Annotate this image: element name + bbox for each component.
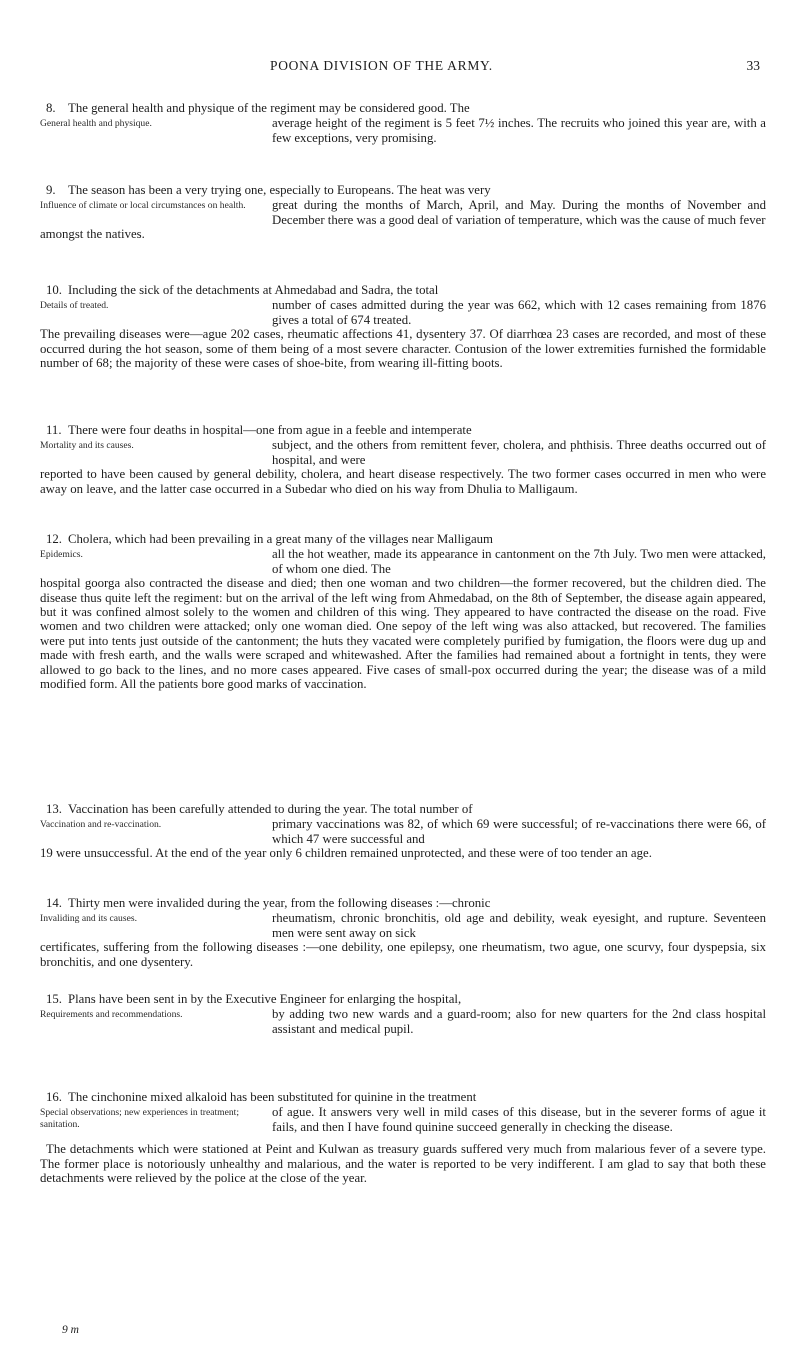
section-side-text: of ague. It answers very well in mild cases of this disease, but in the severer forms of ague it fails, and then I have found quinine succeed generally in checking the disease.	[272, 1105, 766, 1134]
margin-note: Invaliding and its causes.	[40, 913, 137, 925]
section-first-line: The cinchonine mixed alkaloid has been substituted for quinine in the treatment	[68, 1090, 477, 1104]
page-number: 33	[746, 58, 760, 73]
section-16-special-observations	[40, 1090, 766, 1185]
section-8-general-health	[40, 101, 766, 145]
section-11-mortality	[40, 423, 766, 496]
section-side-text: great during the months of March, April, and May. During the months of November and December there was a good deal of variation of temperature, which was the cause of much fever	[272, 198, 766, 227]
section-14-invaliding	[40, 896, 766, 969]
section-continuation: The prevailing diseases were—ague 202 cases, rheumatic affections 41, dysentery 37. Of diarrhœa 23 cases are recorded, and most of these occurred during the hot season, some of them being of a most severe character. Contusion of the lower extremities furnished the formidable number of 68; the majority of these were cases of shoe-bite, from wearing ill-fitting boots.	[40, 327, 766, 371]
section-side-text: subject, and the others from remittent fever, cholera, and phthisis. Three deaths occurred out of hospital, and were	[272, 438, 766, 467]
section-first-line: The season has been a very trying one, especially to Europeans. The heat was very	[68, 183, 491, 197]
section-continuation: The detachments which were stationed at Peint and Kulwan as treasury guards suffered very much from malarious fever of a severe type. The former place is notoriously unhealthy and malarious, and the water is reported to be very indifferent. I am glad to say that both these detachments were relieved by the police at the close of the year.	[40, 1142, 766, 1186]
margin-note: General health and physique.	[40, 118, 152, 130]
section-first-line: Cholera, which had been prevailing in a great many of the villages near Malligaum	[68, 532, 493, 546]
section-first-line: The general health and physique of the regiment may be considered good. The	[68, 101, 470, 115]
section-first-line: Including the sick of the detachments at Ahmedabad and Sadra, the total	[68, 283, 439, 297]
section-side-text: number of cases admitted during the year was 662, which with 12 cases remaining from 1876 gives a total of 674 treated.	[272, 298, 766, 327]
section-number: 12.	[46, 532, 62, 546]
section-continuation: reported to have been caused by general debility, cholera, and heart disease respectively. The two former cases occurred in men who were away on leave, and the latter case occurred in a Subedar who died on his way from Dhulia to Malligaum.	[40, 467, 766, 496]
section-continuation: hospital goorga also contracted the disease and died; then one woman and two children—the former recovered, but the children died. The disease thus quite left the regiment: but on the arrival of the left wing from Ahmedabad, on the 8th of September, the disease again appeared, but it was confined almost solely to the women and children of this wing. They appeared to have contracted the disease on the road. Five women and two children were attacked; only one woman died. One sepoy of the left wing was also attacked, but recovered. The families were put into tents just outside of the cantonment; the huts they vacated were completely purified by fumigation, the floors were dug up and made with fresh earth, and the walls were scraped and whitewashed. After the families had remained about a fortnight in tents, they were allowed to go back to the lines, and no more cases appeared. Five cases of small-pox occurred during the year; the disease was of a mild modified form. All the patients bore good marks of vaccination.	[40, 576, 766, 692]
section-first-line: There were four deaths in hospital—one from ague in a feeble and intemperate	[68, 423, 472, 437]
section-number: 10.	[46, 283, 62, 297]
section-number: 11.	[46, 423, 62, 437]
section-number: 16.	[46, 1090, 62, 1104]
section-side-text: primary vaccinations was 82, of which 69 were successful; of re-vaccinations there were 66, of which 47 were successful and	[272, 817, 766, 846]
section-9-climate-influence	[40, 183, 766, 242]
section-number: 9.	[46, 183, 56, 197]
section-side-text: rheumatism, chronic bronchitis, old age and debility, weak eyesight, and rupture. Seventeen men were sent away on sick	[272, 911, 766, 940]
page-header	[270, 58, 760, 78]
section-number: 13.	[46, 802, 62, 816]
section-number: 8.	[46, 101, 56, 115]
signature-mark: 9 m	[62, 1324, 79, 1336]
margin-note: Mortality and its causes.	[40, 440, 134, 452]
running-head: POONA DIVISION OF THE ARMY.	[270, 58, 493, 73]
margin-note: Vaccination and re-vaccination.	[40, 819, 162, 831]
margin-note: Epidemics.	[40, 549, 83, 561]
section-first-line: Plans have been sent in by the Executive Engineer for enlarging the hospital,	[68, 992, 462, 1006]
section-10-details-treated	[40, 283, 766, 370]
section-15-requirements	[40, 992, 766, 1036]
section-side-text: average height of the regiment is 5 feet 7½ inches. The recruits who joined this year are, with a few exceptions, very promising.	[272, 116, 766, 145]
section-13-vaccination	[40, 802, 766, 861]
section-number: 14.	[46, 896, 62, 910]
section-continuation: amongst the natives.	[40, 227, 145, 242]
section-first-line: Thirty men were invalided during the year, from the following diseases :—chronic	[68, 896, 491, 910]
section-12-epidemics	[40, 532, 766, 691]
margin-note: Special observations; new experiences in treatment; sanitation.	[40, 1107, 240, 1130]
margin-note: Requirements and recommendations.	[40, 1009, 183, 1021]
margin-note: Influence of climate or local circumstances on health.	[40, 200, 246, 212]
section-first-line: Vaccination has been carefully attended to during the year. The total number of	[68, 802, 473, 816]
section-continuation: 19 were unsuccessful. At the end of the year only 6 children remained unprotected, and these were of too tender an age.	[40, 846, 652, 861]
margin-note: Details of treated.	[40, 300, 109, 312]
section-number: 15.	[46, 992, 62, 1006]
section-continuation: certificates, suffering from the following diseases :—one debility, one epilepsy, one rheumatism, two ague, one scurvy, four dyspepsia, six bronchitis, and one dysentery.	[40, 940, 766, 969]
section-side-text: all the hot weather, made its appearance in cantonment on the 7th July. Two men were attacked, of whom one died. The	[272, 547, 766, 576]
section-side-text: by adding two new wards and a guard-room; also for new quarters for the 2nd class hospital assistant and medical pupil.	[272, 1007, 766, 1036]
